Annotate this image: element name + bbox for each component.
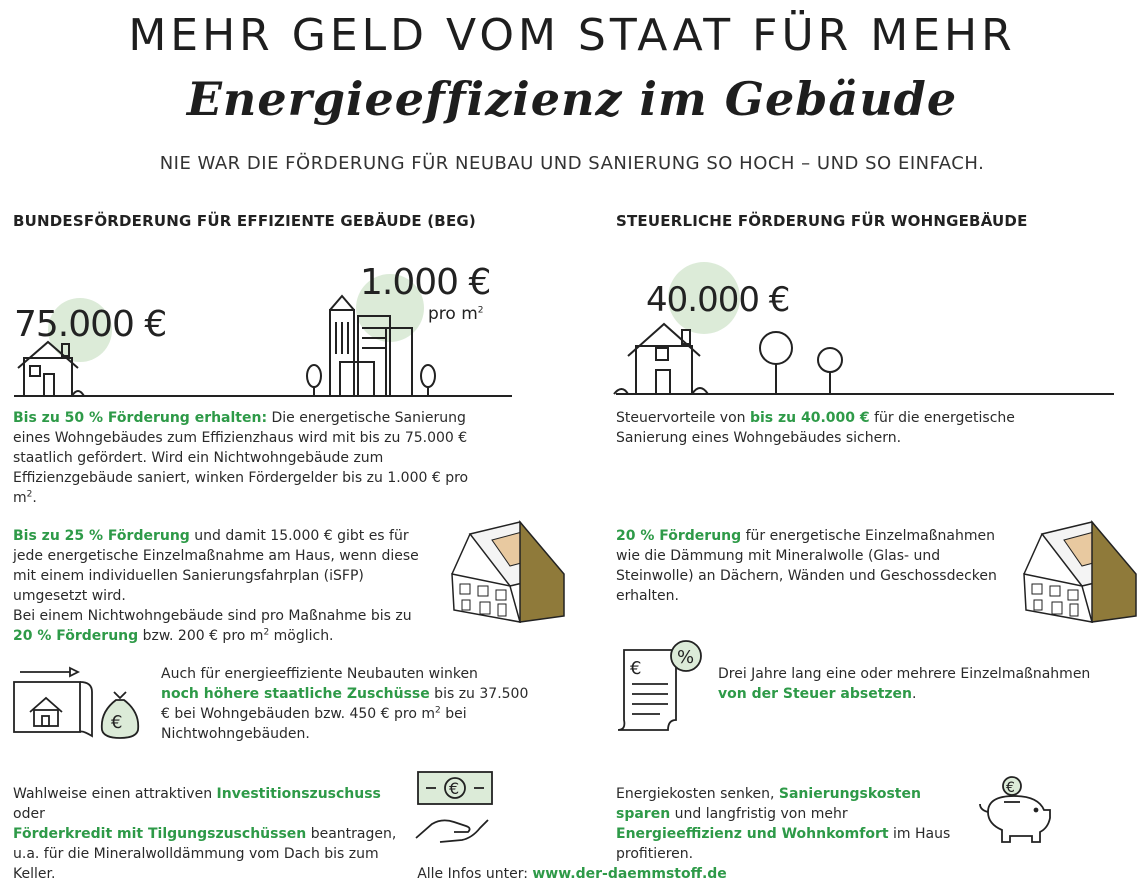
left-block-1: Bis zu 50 % Förderung erhalten: Die energetische Sanierung eines Wohngebäudes zum Effizienzhaus wird mit bis zu 75.000 € staatlich gefördert. Wird ein Nichtwohngebäude zum Effizienzgebäude saniert, winken Fördergelder bis zu 1.000 € pro $m^2$. (13, 410, 469, 506)
money-bag-icon (98, 682, 144, 740)
svg-text:€: € (111, 712, 123, 733)
svg-text:%: % (677, 647, 695, 668)
piggy-bank-icon (974, 772, 1064, 846)
left-block-2: Bis zu 25 % Förderung und damit 15.000 € gibt es für jede energetische Einzelmaßnahme am Haus, wenn diese mit einem individuellen Sanierungsfahrplan (iSFP) umgesetzt wird. Bei einem Nichtwohngebäude sind pro Maßnahme bis zu 20 % Förderung bzw. 200 € pro $m^2$ möglich. (13, 528, 419, 644)
svg-text:€: € (1006, 780, 1015, 796)
right-block-3: Drei Jahre lang eine oder mehrere Einzelmaßnahmen von der Steuer absetzen. (718, 666, 1091, 702)
svg-text:€: € (630, 658, 642, 679)
left-block-3: Auch für energieeffiziente Neubauten winken noch höhere staatliche Zuschüsse bis zu 37.500 € bei Wohngebäuden bzw. 450 € pro $m^2$ bei Nichtwohngebäuden. (161, 666, 529, 742)
right-illustration (600, 250, 1140, 400)
title-line-1: MEHR GELD VOM STAAT FÜR MEHR (128, 10, 1016, 61)
house-with-trees-icon (614, 324, 842, 394)
right-column-heading: STEUERLICHE FÖRDERUNG FÜR WOHNGEBÄUDE (616, 212, 1028, 230)
svg-text:€: € (449, 779, 460, 798)
amount-75000: 75.000 € (14, 304, 167, 345)
left-block-4: Wahlweise einen attraktiven Investitionszuschuss oder Förderkredit mit Tilgungszuschüssen beantragen, u.a. für die Mineralwolldämmung vom Dach bis zum Keller. (13, 786, 397, 882)
left-column-heading: BUNDESFÖRDERUNG FÜR EFFIZIENTE GEBÄUDE (BEG) (13, 212, 476, 230)
insulated-house-icon-left (440, 514, 570, 624)
footer: Alle Infos unter: www.der-daemmstoff.de (417, 866, 727, 882)
footer-link[interactable]: www.der-daemmstoff.de (532, 866, 727, 882)
right-block-2: 20 % Förderung für energetische Einzelmaßnahmen wie die Dämmung mit Mineralwolle (Glas- und Steinwolle) an Dächern, Wänden und Geschossdecken erhalten. (616, 528, 997, 604)
right-block-1: Steuervorteile von bis zu 40.000 € für die energetische Sanierung eines Wohngebäudes sichern. (616, 410, 1015, 446)
blueprint-icon (12, 664, 102, 738)
amount-1000-unit: pro $m^2$ (428, 304, 484, 324)
banknote-hand-icon (410, 768, 500, 858)
amount-1000: 1.000 € (360, 262, 491, 303)
subtitle: NIE WAR DIE FÖRDERUNG FÜR NEUBAU UND SANIERUNG SO HOCH – UND SO EINFACH. (159, 153, 985, 174)
title-line-2: Energieeffizienz im Gebäude (186, 72, 958, 126)
tax-document-icon (612, 638, 708, 738)
amount-40000: 40.000 € (646, 280, 790, 320)
right-block-4: Energiekosten senken, Sanierungskosten sparen und langfristig von mehr Energieeffizienz und Wohnkomfort im Haus profitieren. (616, 786, 951, 862)
insulated-house-icon-right (1012, 514, 1142, 624)
